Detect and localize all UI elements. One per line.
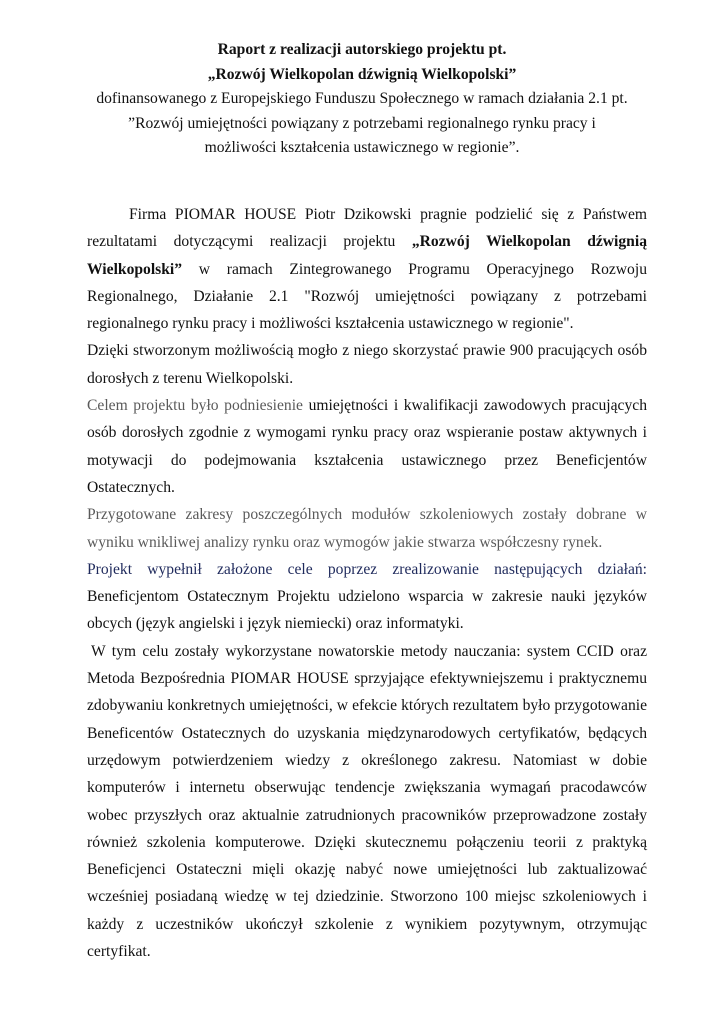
paragraph-participants: Dzięki stworzonym możliwością mogło z niego skorzystać prawie 900 pracujących osób dorosłych z terenu Wielkopolski. [87,342,647,387]
measure-title-line2: możliwości kształcenia ustawicznego w regionie”. [204,139,520,156]
paragraph-activities [87,556,647,638]
project-name: „Rozwój Wielkopolan dźwignią Wielkopolski” [207,65,517,83]
paragraph-modules: Przygotowane zakresy poszczególnych modułów szkoleniowych zostały dobrane w wyniku wnikliwej analizy rynku oraz wymogów jakie stwarza współczesny rynek. [87,506,647,551]
intro-text-a: Firma PIOMAR HOUSE Piotr Dzikowski pragnie podzielić się z Państwem rezultatami dotyczącymi realizacji projektu [87,206,647,251]
report-body [87,201,647,965]
report-title: Raport z realizacji autorskiego projektu pt. [217,41,507,58]
goal-lead: Celem projektu było podniesienie [87,397,309,415]
paragraph-intro [87,201,647,337]
measure-title-line1: ”Rozwój umiejętności powiązany z potrzebami regionalnego rynku pracy i [128,114,596,132]
activities-lead: Projekt wypełnił założone cele poprzez zrealizowanie następujących działań: [87,560,647,578]
goal-text: umiejętności i kwalifikacji zawodowych pracujących osób dorosłych zgodnie z wymogami rynku pracy oraz wspieranie postaw aktywnych i motywacji do podejmowania kształcenia ustawicznego przez Beneficjentów Ostatecznych. [87,397,647,496]
funding-line: dofinansowanego z Europejskiego Funduszu Społecznego w ramach działania 2.1 pt. [96,90,628,107]
activities-text: Beneficjentom Ostatecznym Projektu udzielono wsparcia w zakresie nauki języków obcych (język angielski i język niemiecki) oraz informatyki. [87,588,647,633]
paragraph-goal [87,392,647,501]
report-header [60,38,664,161]
intro-text-b: w ramach Zintegrowanego Programu Operacyjnego Rozwoju Regionalnego, Działanie 2.1 "Rozwój umiejętności powiązany z potrzebami regionalnego rynku pracy i możliwości kształcenia ustawicznego w regionie". [87,260,647,333]
intro-project-name: „Rozwój Wielkopolan dźwignią Wielkopolski” [87,233,647,278]
paragraph-methods: W tym celu zostały wykorzystane nowatorskie metody nauczania: system CCID oraz Metoda Bezpośrednia PIOMAR HOUSE sprzyjające efektywniejszemu i praktycznemu zdobywaniu konkretnych umiejętności, w efekcie których rezultatem było przygotowanie Beneficentów Ostatecznych do uzyskania międzynarodowych certyfikatów, będących urzędowym potwierdzeniem wiedzy z określonego zakresu. Natomiast w dobie komputerów i internetu obserwując tendencje zwiększania wymagań pracodawców wobec przyszłych oraz aktualnie zatrudnionych pracowników przeprowadzone zostały również szkolenia komputerowe. Dzięki skutecznemu połączeniu teorii z praktyką Beneficjenci Ostateczni mięli okazję nabyć nowe umiejętności lub zaktualizować wcześniej posiadaną wiedzę w tej dziedzinie. Stworzono 100 miejsc szkoleniowych i każdy z uczestników ukończył szkolenie z wynikiem pozytywnym, otrzymując certyfikat. [87,642,647,961]
